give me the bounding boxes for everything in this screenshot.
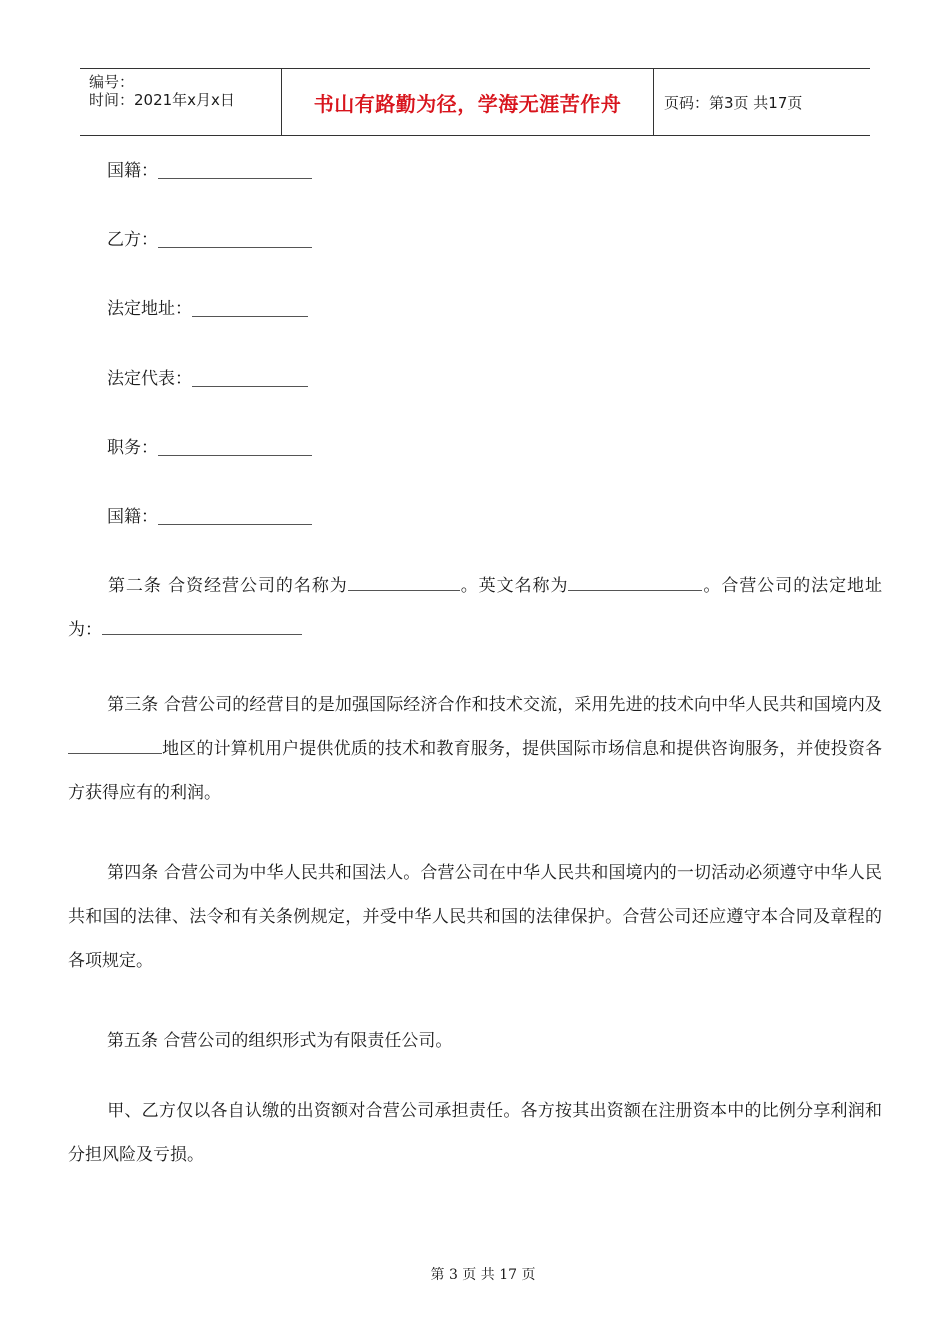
header-page-info: 页码：第3页 共17页 bbox=[664, 93, 803, 112]
article-2-text-2: 。英文名称为 bbox=[459, 576, 569, 596]
liability-text: 甲、乙方仅以各自认缴的出资额对合营公司承担责任。各方按其出资额在注册资本中的比例分享利润和分担风险及亏损。 bbox=[68, 1101, 882, 1165]
article-4-text: 第四条 合营公司为中华人民共和国法人。合营公司在中华人民共和国境内的一切活动必须遵守中华人民共和国的法律、法令和有关条例规定，并受中华人民共和国的法律保护。合营公司还应遵守本合同及章程的各项规定。 bbox=[68, 863, 882, 971]
blank-line bbox=[192, 315, 308, 317]
article-3-text-1: 第三条 合营公司的经营目的是加强国际经济合作和技术交流，采用先进的技术向中华人民共和国境内及 bbox=[107, 695, 882, 715]
article-3 bbox=[68, 683, 882, 815]
article-2-text-3: 。合营公司的法定地址为： bbox=[68, 576, 883, 640]
field-label: 职务： bbox=[107, 438, 158, 458]
field-position bbox=[107, 437, 312, 459]
blank-line bbox=[158, 454, 312, 456]
blank-line bbox=[68, 735, 162, 754]
field-nationality-1 bbox=[107, 160, 312, 182]
field-legal-representative bbox=[107, 368, 308, 390]
field-label: 乙方： bbox=[107, 230, 158, 250]
blank-line bbox=[158, 246, 312, 248]
article-3-text-2: 地区的计算机用户提供优质的技术和教育服务，提供国际市场信息和提供咨询服务，并使投资各方获得应有的利润。 bbox=[68, 739, 882, 803]
field-label: 法定代表： bbox=[107, 369, 192, 389]
header-meta-cell bbox=[80, 69, 282, 135]
footer-page-number: 第 3 页 共 17 页 bbox=[430, 1267, 536, 1283]
article-5-text: 第五条 合营公司的组织形式为有限责任公司。 bbox=[107, 1031, 453, 1051]
document-number-label: 编号： bbox=[89, 73, 135, 91]
field-nationality-2 bbox=[107, 506, 312, 528]
field-label: 国籍： bbox=[107, 161, 158, 181]
field-party-b bbox=[107, 229, 312, 251]
article-4 bbox=[68, 851, 882, 983]
page-header bbox=[80, 68, 870, 136]
blank-line bbox=[102, 616, 302, 635]
field-legal-address bbox=[107, 298, 308, 320]
header-motto: 书山有路勤为径，学海无涯苦作舟 bbox=[282, 69, 654, 135]
page-footer bbox=[0, 1264, 950, 1284]
blank-line bbox=[158, 177, 312, 179]
blank-line bbox=[568, 572, 702, 591]
field-label: 国籍： bbox=[107, 507, 158, 527]
article-5 bbox=[68, 1019, 882, 1063]
document-date-label: 时间：2021年x月x日 bbox=[89, 91, 235, 109]
article-2 bbox=[68, 564, 882, 652]
blank-line bbox=[192, 385, 308, 387]
blank-line bbox=[158, 523, 312, 525]
blank-line bbox=[348, 572, 460, 591]
article-2-text-1: 第二条 合资经营公司的名称为 bbox=[107, 576, 348, 596]
liability-paragraph bbox=[68, 1089, 882, 1177]
field-label: 法定地址： bbox=[107, 299, 192, 319]
